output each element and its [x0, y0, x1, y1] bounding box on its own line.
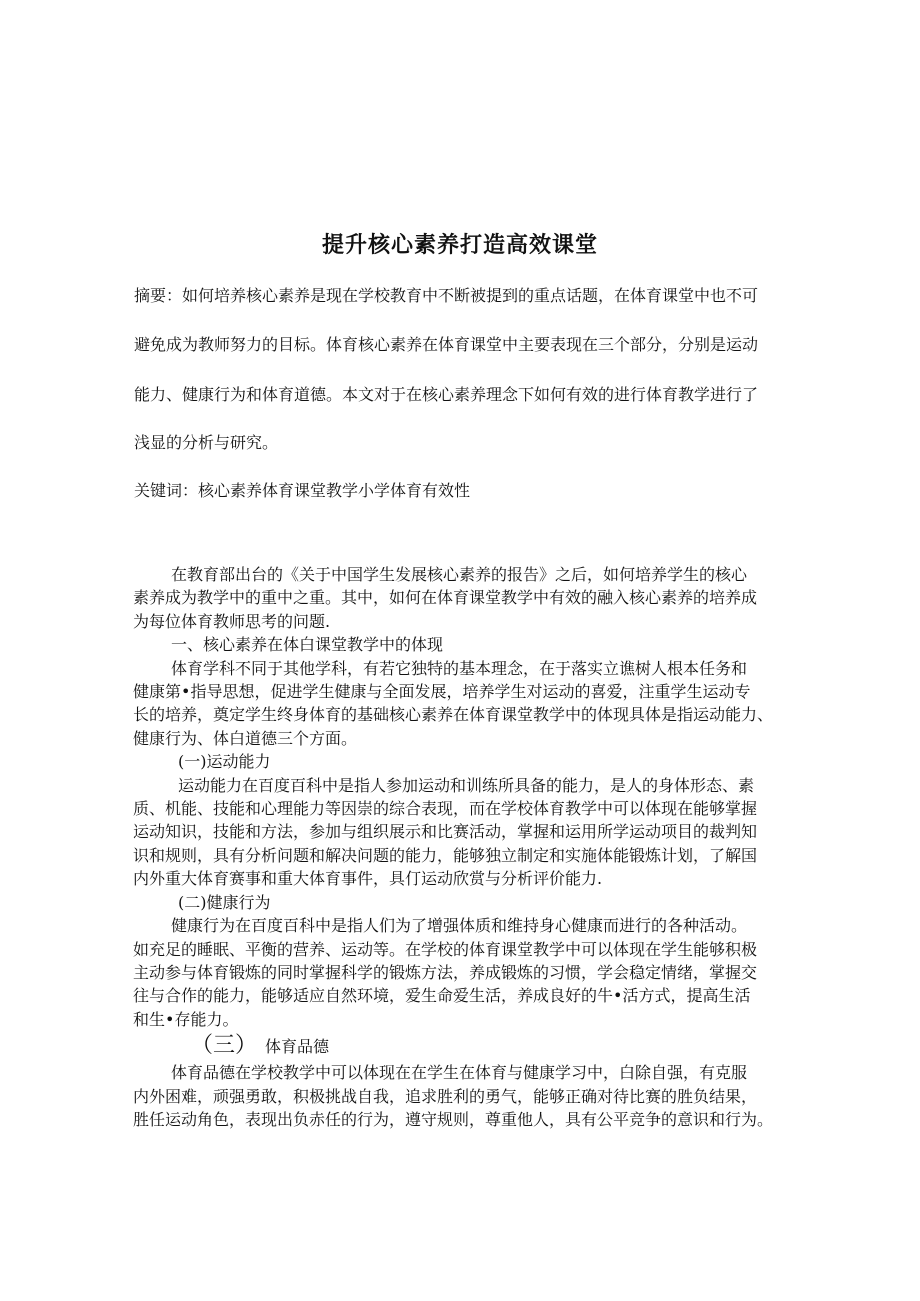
body-line: 长的培养，奠定学生终身体育的基础核心素养在体育课堂教学中的体现具体是指运动能力、 [133, 705, 774, 725]
keywords: 关键词：核心素养体育课堂教学小学体育有效性 [134, 481, 471, 500]
body-line: 胜任运动角色，表现出负赤任的行为，遵守规则，尊重他人，具有公平竞争的意识和行为。 [133, 1109, 774, 1129]
body-line: 为每位体育教师思考的问题. [133, 611, 331, 631]
body-line: 健康第•指导思想，促进学生健康与全面发展，培养学生对运动的喜爱，注重学生运动专 [133, 682, 751, 702]
body-line: 运动知识，技能和方法，参加与组织展示和比赛活动，掌握和运用所学运动项目的裁判知 [133, 822, 758, 842]
body-line: 运动能力在百度百科中是指人参加运动和训练所具备的能力，是人的身体形态、素 [178, 775, 755, 795]
subsection-number: （三） [191, 1033, 258, 1059]
subsection-heading: (二)健康行为 [178, 892, 271, 912]
body-line: 体育品德在学校教学中可以体现在在学生在体育与健康学习中，白除自强，有克服 [171, 1063, 748, 1083]
subsection-heading: (一)运动能力 [178, 752, 271, 772]
body-line: 健康行为在百度百科中是指人们为了增强体质和维持身心健康而进行的各种活动。 [171, 916, 748, 936]
body-line: 主动参与体育锻炼的同时掌握科学的锻炼方法，养成锻炼的习惯，学会稳定情绪，掌握交 [133, 962, 758, 982]
body-line: 内外困难，顽强勇敢，积极挑战自我，追求胜利的勇气，能够正确对待比赛的胜负结果， [133, 1086, 758, 1106]
subsection-title: 体育品德 [265, 1037, 330, 1057]
abstract-line: 能力、健康行为和体育道德。本文对于在核心素养理念下如何有效的进行体育教学进行了 [134, 385, 759, 404]
abstract-line: 浅显的分析与研究。 [134, 433, 279, 452]
body-line: 往与合作的能力，能够适应自然环境，爱生命爱生活，养成良好的牛•活方式，提高生活 [133, 986, 751, 1006]
body-line: 体育学科不同于其他学科，有若它独特的基本理念，在于落实立谯树人根本任务和 [171, 658, 748, 678]
abstract-line: 避免成为教师努力的目标。体育核心素养在体育课堂中主要表现在三个部分，分别是运动 [134, 335, 759, 354]
body-line: 质、机能、技能和心理能力等因崇的综合表现，而在学校体育教学中可以体现在能够掌握 [133, 799, 758, 819]
body-line: 识和规则，具有分析问题和解决问题的能力，能够独立制定和实施体能锻炼计划，了解国 [133, 845, 758, 865]
body-line: 素养成为教学中的重中之重。其中，如何在体育课堂教学中有效的融入核心素养的培养成 [133, 588, 758, 608]
subsection-heading [133, 1031, 833, 1061]
body-line: 如充足的睡眠、平衡的营养、运动等。在学校的体育课堂教学中可以体现在学生能够积极 [133, 939, 758, 959]
document-title: 提升核心素养打造高效课堂 [321, 233, 598, 258]
document-body [133, 563, 833, 1131]
body-line: 和生•存能力。 [133, 1009, 239, 1029]
abstract-line: 摘要：如何培养核心素养是现在学校教育中不断被提到的重点话题，在体育课堂中也不可 [134, 286, 759, 305]
body-line: 内外重大体育赛事和重大体育事件，具仃运动欣赏与分析评价能力. [133, 869, 603, 889]
body-line: 健康行为、体白道德三个方面。 [133, 728, 358, 748]
section-heading: 一、核心素养在体白课堂教学中的体现 [171, 635, 444, 655]
body-line: 在教育部出台的《关于中国学生发展核心素养的报告》之后，如何培养学生的核心 [171, 565, 748, 584]
